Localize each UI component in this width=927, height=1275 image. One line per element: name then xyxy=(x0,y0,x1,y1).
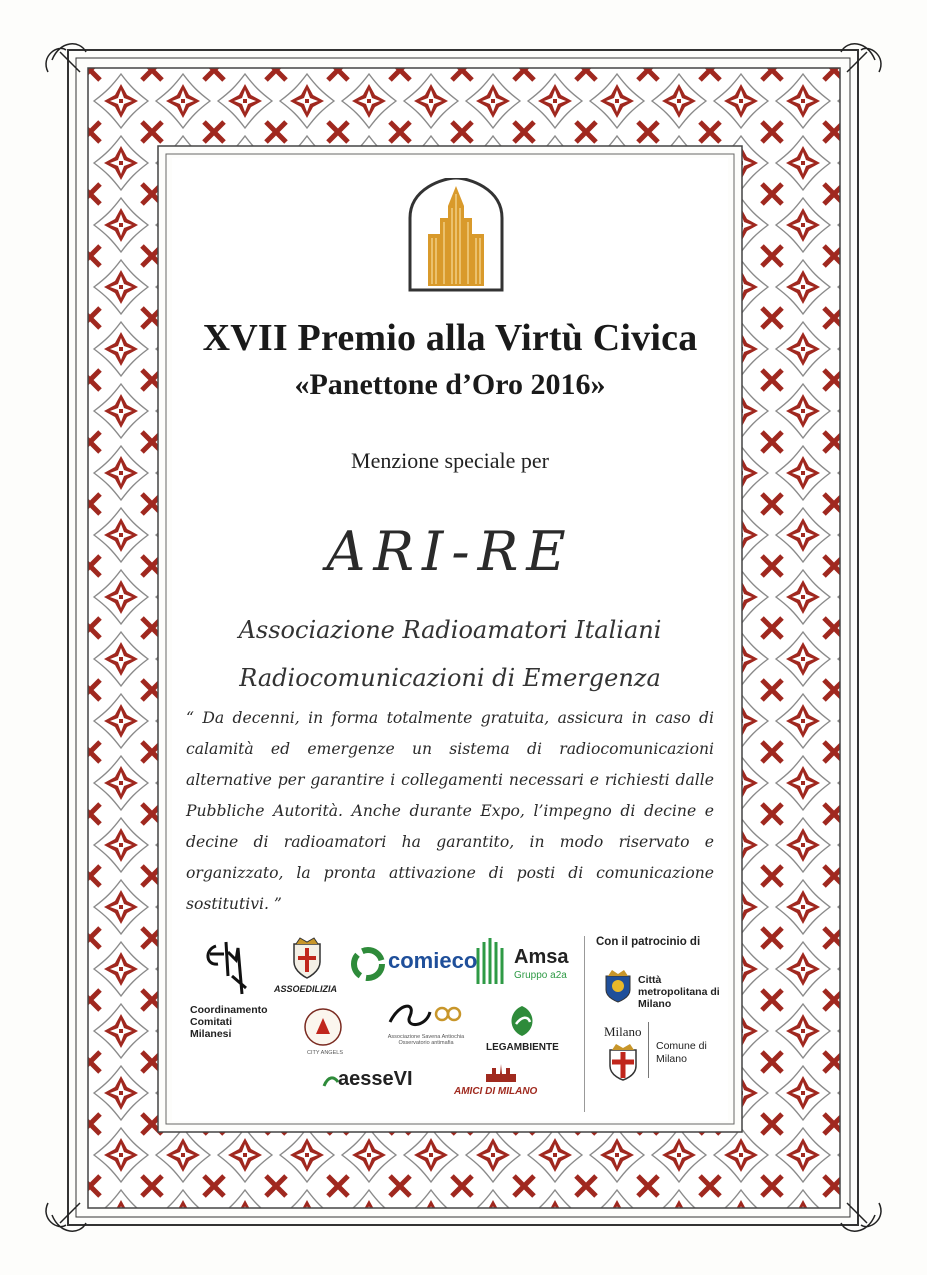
comune-divider xyxy=(648,1022,649,1078)
patronage-title: Con il patrocinio di xyxy=(596,936,701,948)
savena-logo-icon xyxy=(386,1000,462,1030)
mention-label: Menzione speciale per xyxy=(351,448,549,473)
legambiente-logo-icon xyxy=(506,1004,538,1038)
city-angels-label: CITY ANGELS xyxy=(307,1050,343,1056)
citta-metropolitana-label: Città metropolitana di Milano xyxy=(638,974,720,1010)
city-angels-badge-icon xyxy=(302,1006,344,1048)
award-title: XVII Premio alla Virtù Civica xyxy=(202,317,698,359)
coordinamento-logo-icon xyxy=(202,936,250,998)
savena-label: Associazione Savena Antiochia Osservatorio antimafia xyxy=(387,1034,465,1046)
award-subtitle: «Panettone d’Oro 2016» xyxy=(294,368,606,401)
patronage-divider xyxy=(584,936,585,1112)
motivation-text: “ Da decenni, in forma totalmente gratuita, assicura in caso di calamità ed emergenze un sistema di radiocomunicazioni alternative per garantire i collegamenti necessari e richiesti dalle Pubbliche Autorità. Anche durante Expo, l’impegno di decine e decine di radioamatori ha garantito, in modo riservato e organizzato, la pronta attivazione di posti di comunicazione sostitutivi. ” xyxy=(186,709,714,913)
content-panel xyxy=(172,158,728,1121)
panettone-logo xyxy=(404,178,508,296)
citta-metropolitana-crest-icon xyxy=(604,970,632,1004)
aessevi-label: aesseVI xyxy=(338,1068,413,1090)
amici-di-milano-label: AMICI DI MILANO xyxy=(454,1086,538,1097)
milano-label: Milano xyxy=(604,1024,642,1039)
assoedilizia-crest-icon xyxy=(290,936,324,980)
legambiente-label: LEGAMBIENTE xyxy=(486,1042,559,1053)
recipient-name-line2: Radiocomunicazioni di Emergenza xyxy=(239,664,661,692)
amsa-label: Amsa xyxy=(514,946,569,968)
sponsor-logos xyxy=(172,928,728,1118)
amici-di-milano-skyline-icon xyxy=(484,1064,518,1084)
coordinamento-label: Coordinamento Comitati Milanesi xyxy=(190,1004,268,1040)
amsa-logo-icon xyxy=(472,934,512,988)
comieco-recycle-icon xyxy=(350,946,386,982)
comune-di-milano-crest-icon xyxy=(606,1044,640,1082)
comune-di-milano-label: Comune di Milano xyxy=(656,1040,707,1065)
recipient-name-line1: Associazione Radioamatori Italiani xyxy=(238,616,662,644)
amsa-group-label: Gruppo a2a xyxy=(514,970,567,981)
comieco-label: comieco xyxy=(388,948,478,973)
assoedilizia-label: ASSOEDILIZIA xyxy=(274,984,338,994)
recipient-acronym: ARI-RE xyxy=(326,520,574,583)
